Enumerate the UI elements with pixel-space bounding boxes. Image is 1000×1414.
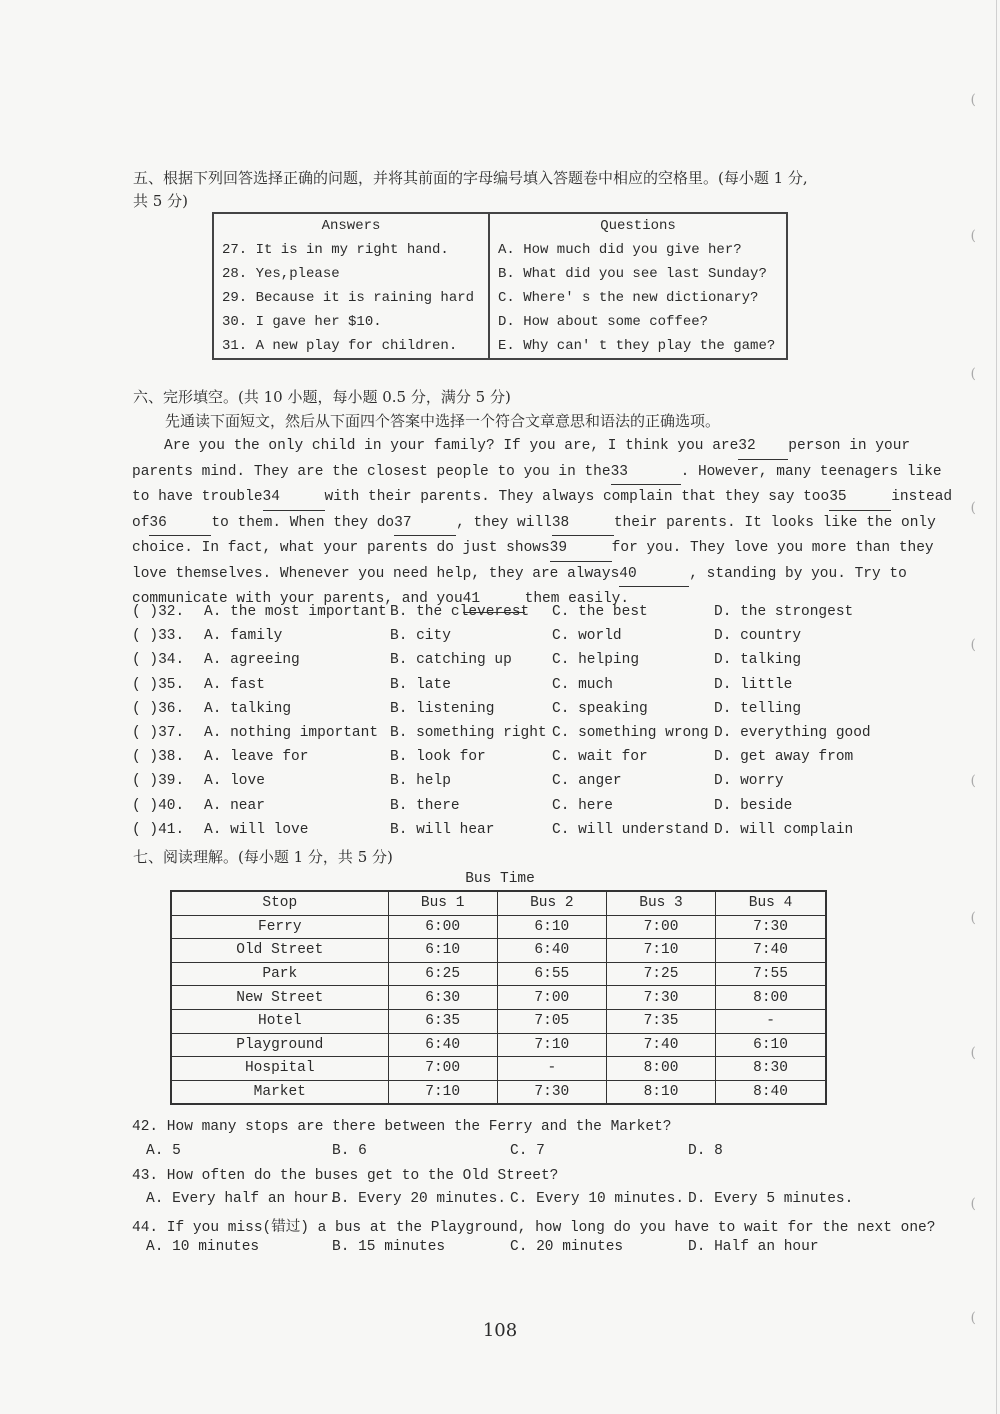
bus-table-cell: 6:40: [497, 939, 606, 963]
bus-table-cell: 6:25: [388, 962, 497, 986]
bus-table-cell: -: [497, 1057, 606, 1081]
bus-table-cell: 8:00: [716, 986, 826, 1010]
blank-36: 36: [149, 511, 211, 537]
option-row-37: ( )37. A. nothing important B. something right C. something wrong D. everything good: [132, 724, 871, 741]
margin-mark: (: [970, 1045, 976, 1061]
bus-table-cell: 7:30: [606, 986, 715, 1010]
blank-37: 37: [394, 511, 456, 537]
bus-table-cell: 7:55: [716, 962, 826, 986]
bus-table-cell: Ferry: [171, 915, 388, 939]
section5-title-line2: 共 5 分): [133, 192, 188, 210]
question-c: C. Where' s the new dictionary?: [489, 286, 787, 310]
section5-title-line1: 五、根据下列回答选择正确的问题，并将其前面的字母编号填入答题卷中相应的空格里。(每小题 1 分,: [133, 169, 808, 187]
page-number: 108: [482, 1320, 518, 1341]
option-row-35: ( )35. A. fast B. late C. much D. little: [132, 676, 793, 693]
bus-time-table: [170, 890, 827, 1105]
passage-line: communicate with your parents, and you41 them easily.: [132, 587, 867, 613]
bus-table-cell: Playground: [171, 1033, 388, 1057]
margin-mark: (: [970, 366, 976, 382]
question-42: 42. How many stops are there between the Ferry and the Market?: [132, 1119, 672, 1135]
question-a: A. How much did you give her?: [489, 238, 787, 262]
blank-40: 40: [619, 562, 689, 588]
blank-41: 41: [463, 587, 525, 613]
bus-table-cell: 8:10: [606, 1080, 715, 1104]
answer-28: 28. Yes,please: [222, 266, 340, 282]
passage-line: of36 to them. When they do37 , they will38 their parents. It looks like the only: [132, 511, 867, 537]
bus-table-cell: -: [716, 1009, 826, 1033]
bus-table-cell: Hospital: [171, 1057, 388, 1081]
bus-table-row: [171, 1033, 826, 1057]
bus-table-cell: 6:30: [388, 986, 497, 1010]
passage-line: Are you the only child in your family? If you are, I think you are32 person in your: [132, 434, 867, 460]
margin-mark: (: [970, 1310, 976, 1326]
option-row-34: ( )34. A. agreeing B. catching up C. helping D. talking: [132, 652, 802, 669]
answers-header: Answers: [321, 218, 381, 234]
bus-table-cell: 6:35: [388, 1009, 497, 1033]
bus-table-cell: 6:10: [716, 1033, 826, 1057]
question-d: D. How about some coffee?: [489, 310, 787, 334]
option-row-41: ( )41. A. will love B. will hear C. will understand D. will complain: [132, 821, 854, 838]
blank-39: 39: [550, 536, 612, 562]
margin-mark: (: [970, 910, 976, 926]
passage-line: parents mind. They are the closest people to you in the33 . However, many teenagers like: [132, 460, 867, 486]
bus-table-cell: 6:00: [388, 915, 497, 939]
question-43: 43. How often do the buses get to the Old Street?: [132, 1168, 559, 1184]
bus-table-cell: 8:40: [716, 1080, 826, 1104]
bus-table-header-row: [171, 891, 826, 915]
answer-31: 31. A new play for children.: [222, 338, 458, 354]
option-row-36: ( )36. A. talking B. listening C. speaking D. telling: [132, 700, 802, 717]
blank-38: 38: [552, 511, 614, 537]
option-row-38: ( )38. A. leave for B. look for C. wait for D. get away from: [132, 749, 854, 766]
passage-line: choice. In fact, what your parents do just shows39 for you. They love you more than they: [132, 536, 867, 562]
bus-table-cell: 7:00: [606, 915, 715, 939]
question-e: E. Why can' t they play the game?: [489, 334, 787, 359]
bus-table-cell: 7:35: [606, 1009, 715, 1033]
bus-table-cell: Old Street: [171, 939, 388, 963]
bus-table-cell: Bus 2: [497, 891, 606, 915]
answer-27: 27. It is in my right hand.: [222, 242, 449, 258]
question-44: 44. If you miss(错过) a bus at the Playground, how long do you have to wait for the next one?: [132, 1220, 936, 1236]
bus-table-cell: 6:10: [497, 915, 606, 939]
blank-33: 33: [611, 460, 681, 486]
bus-table-cell: 7:40: [606, 1033, 715, 1057]
bus-table-cell: Bus 3: [606, 891, 715, 915]
bus-table-cell: 7:00: [497, 986, 606, 1010]
bus-table-row: [171, 986, 826, 1010]
margin-mark: (: [970, 92, 976, 108]
bus-table-row: [171, 1009, 826, 1033]
option-row-33: ( )33. A. family B. city C. world D. country: [132, 628, 802, 645]
passage-line: love themselves. Whenever you need help, they are always40 , standing by you. Try to: [132, 562, 867, 588]
answer-29: 29. Because it is raining hard: [222, 290, 475, 306]
bus-table-cell: 7:30: [497, 1080, 606, 1104]
bus-table-cell: 7:10: [497, 1033, 606, 1057]
section6-heading: 六、完形填空。(共 10 小题，每小题 0.5 分，满分 5 分): [133, 388, 511, 406]
bus-table-cell: Bus 4: [716, 891, 826, 915]
margin-mark: (: [970, 637, 976, 653]
bus-table-cell: 6:55: [497, 962, 606, 986]
margin-mark: (: [970, 773, 976, 789]
blank-34: 34: [263, 485, 325, 511]
bus-table-cell: 7:05: [497, 1009, 606, 1033]
question-b: B. What did you see last Sunday?: [489, 262, 787, 286]
page-edge-line: [996, 0, 997, 1414]
option-row-39: ( )39. A. love B. help C. anger D. worry: [132, 773, 784, 790]
bus-table-cell: 7:40: [716, 939, 826, 963]
cloze-options: [132, 604, 872, 846]
passage-line: to have trouble34 with their parents. They always complain that they say too35 instead: [132, 485, 867, 511]
margin-mark: (: [970, 1196, 976, 1212]
bus-table-cell: 6:10: [388, 939, 497, 963]
option-row-40: ( )40. A. near B. there C. here D. beside: [132, 797, 793, 814]
section7-heading: 七、阅读理解。(每小题 1 分，共 5 分): [133, 848, 393, 866]
bus-table-cell: 8:30: [716, 1057, 826, 1081]
bus-table-cell: Stop: [171, 891, 388, 915]
cloze-passage: [132, 434, 953, 613]
bus-table-cell: 7:10: [606, 939, 715, 963]
bus-table-cell: 7:00: [388, 1057, 497, 1081]
answers-questions-table: [212, 212, 788, 360]
blank-32: 32: [738, 434, 788, 460]
option-row-32: ( )32. A. the most important B. the cleverest C. the best D. the strongest: [132, 604, 854, 620]
section6-instruction: 先通读下面短文，然后从下面四个答案中选择一个符合文章意思和语法的正确选项。: [165, 412, 721, 430]
questions-header: Questions: [489, 213, 787, 238]
bus-table-cell: 6:40: [388, 1033, 497, 1057]
bus-table-row: [171, 939, 826, 963]
bus-table-row: [171, 962, 826, 986]
bus-table-cell: 8:00: [606, 1057, 715, 1081]
blank-35: 35: [829, 485, 891, 511]
bus-table-row: [171, 1080, 826, 1104]
bus-table-row: [171, 1057, 826, 1081]
margin-mark: (: [970, 228, 976, 244]
bus-table-cell: Hotel: [171, 1009, 388, 1033]
answer-30: 30. I gave her $10.: [222, 314, 382, 330]
bus-table-cell: Park: [171, 962, 388, 986]
bus-table-cell: 7:10: [388, 1080, 497, 1104]
bus-table-cell: New Street: [171, 986, 388, 1010]
exam-page: ( ( ( ( ( ( ( ( ( ( 五、根据下列回答选择正确的问题，并将其前面的字母编号填入答题卷中相应的空格里。(每小题 1 分, 共 5 分) Answers Questions 27. It is in my right hand. A. How much did you give her? 28. Yes,please B. What did you see last Sunday? 29. Because it is raining hard C. Where' s the new dictionary? 30. I gave her $10. D. How about some coffee? 31. A new play for children. E. Why can' t they play the game? 六、完形填空。(共 10 小题，每小题 0.5 分，满分 5 分) 先通读下面短文，然后从下面四个答案中选择一个符合文章意思和语法的正确选项。 Are you the only child in your family? If you are, I think you are32 person in your parents mind. They are the closest people to you in the33 . However, many teenagers like to have trouble34 with their parents. They always complain that they say too35 instead of36 to them. When they do37 , they will38 their parents. It looks like the only choice. In fact, what your parents do just shows39 for you. They love you more than they love themselves. Whenever you need help, they are always40 , standing by you. Try to communicate with your parents, and you41 them easily. ( )32. A. the most important B. the cleverest C. the best D. the strongest ( )33. A. family B. city C. world D. country ( )34. A. agreeing B. catching up C. helping D. talking ( )35. A. fast B. late C. much D. little ( )36. A. talking B. listening C. speaking D. telling ( )37. A. nothing important B. something right C. something wrong D. everything good ( )38. A. leave for B. look for C. wait for D. get away from ( )39. A. love B. help C. anger D. worry ( )40. A. near B. there C. here D. beside ( )41. A. will love B. will hear C. will understand D. will complain 七、阅读理解。(每小题 1 分，共 5 分) Bus Time Stop Bus 1 Bus 2 Bus 3 Bus 4 Ferry 6:00 6:10 7:00 7:30 Old Street 6:10 6:40 7:10 7:40 Park 6:25 6:55 7:25 7:55 New Street 6:30 7:00 7:30 8:00 Hotel 6:35 7:05 7:35 - Playground 6:40 7:10 7:40 6:10 Hospital 7:00 - 8:00 8:30 Market 7:10 7:30 8:10 8:40 42. How many stops are there between the Ferry and the Market? A. 5 B. 6 C. 7 D. 8 43. How often do the buses get to the Old Street? A. Every half an hour. B. Every 20 minutes. C. Every 10 minutes. D. Every 5 minutes. 44. If you miss(错过) a bus at the Playground, how long do you have to wait for the next one? A. 10 minutes B. 15 minutes C. 20 minutes D. Half an hour 108: [0, 0, 1000, 1414]
bus-table-cell: Market: [171, 1080, 388, 1104]
bus-table-cell: 7:30: [716, 915, 826, 939]
bus-table-cell: 7:25: [606, 962, 715, 986]
bus-table-cell: Bus 1: [388, 891, 497, 915]
section5-heading: [133, 167, 868, 213]
bus-table-title: Bus Time: [465, 871, 535, 887]
bus-table-row: [171, 915, 826, 939]
margin-mark: (: [970, 500, 976, 516]
